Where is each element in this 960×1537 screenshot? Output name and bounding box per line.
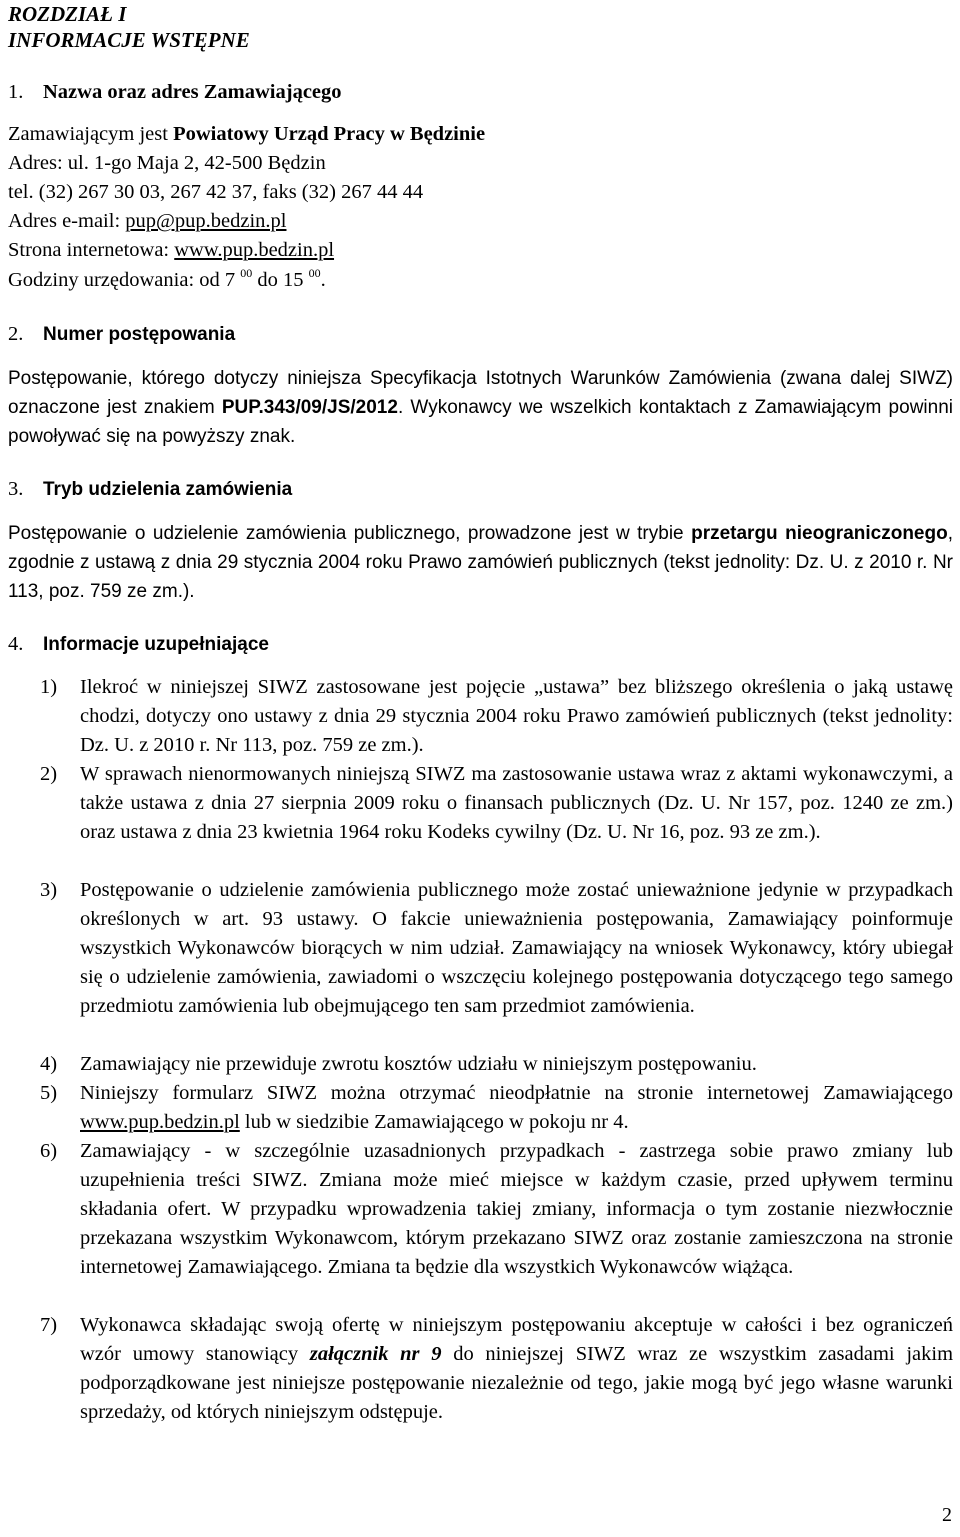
chapter-number: ROZDZIAŁ I (8, 2, 127, 26)
item-3-text: Postępowanie o udzielenie zamówienia publicznego może zostać unieważnione jedynie w przypadkach określonych w art. 93 ustawy. O fakcie unieważnienia postępowania, Zamawiający poinformuje wszystkich Wykonawców biorących w nim udział. Zamawiający na wniosek Wykonawcy, który ubiegał się o udzielenie zamówienia, zawiadomi o wszczęciu kolejnego postępowania dotyczącego tego samego przedmiotu zamówienia lub obejmującego ten sam przedmiot zamówienia. (80, 879, 953, 1017)
item-5-number: 5) (40, 1082, 58, 1104)
section-2-paragraph (8, 364, 953, 451)
item-5-website-link[interactable]: www.pup.bedzin.pl (80, 1111, 240, 1133)
section-4-number: 4. (8, 633, 24, 655)
hours-from-minutes: 00 (240, 266, 253, 280)
item-7-text (80, 1311, 953, 1427)
address-line: Adres: ul. 1-go Maja 2, 42-500 Będzin (8, 152, 326, 174)
item-2-number: 2) (40, 763, 58, 785)
website-line (8, 236, 334, 265)
section-3-heading (8, 475, 292, 504)
item-5-text-b: lub w siedzibie Zamawiającego w pokoju nr 4. (239, 1111, 629, 1133)
page-number: 2 (942, 1504, 952, 1526)
item-3-number: 3) (40, 879, 58, 901)
email-link[interactable]: pup@pup.bedzin.pl (125, 210, 287, 232)
item-2-text: W sprawach nienormowanych niniejszą SIWZ ma zastosowanie ustawa wraz z aktami wykonawczymi, a także ustawa z dnia 27 sierpnia 2009 roku o finansach publicznych (Dz. U. Nr 157, poz. 1240 ze zm.) oraz ustawa z dnia 23 kwietnia 1964 roku Kodeks cywilny (Dz. U. Nr 16, poz. 93 ze zm.). (80, 763, 953, 843)
section-2-title: Numer postępowania (43, 324, 236, 345)
email-line (8, 207, 286, 236)
attachment-reference: załącznik nr 9 (309, 1343, 442, 1365)
item-6-number: 6) (40, 1140, 58, 1162)
section-2-heading (8, 320, 235, 349)
hours-to: do 15 (252, 269, 309, 291)
chapter-title: INFORMACJE WSTĘPNE (8, 28, 250, 52)
section-2-text-b: . Wykonawcy we wszelkich kontaktach z Zamawiającym powinni powoływać się na powyższy znak. (8, 397, 953, 447)
item-5-text (80, 1079, 953, 1137)
section-2-number: 2. (8, 323, 24, 345)
item-6-text: Zamawiający - w szczególnie uzasadnionych przypadkach - zastrzega sobie prawo zmiany lub uzupełnienia treści SIWZ. Zmiana może mieć miejsce w każdym czasie, przed upływem terminu składania ofert. W przypadku wprowadzenia takiej zmiany, informacja o tym zostanie niezwłocznie przekazana wszystkim Wykonawcom, którym przekazano SIWZ oraz zostanie zamieszczona na stronie internetowej Zamawiającego. Zmiana ta będzie dla wszystkich Wykonawców wiążąca. (80, 1140, 953, 1278)
case-number: PUP.343/09/JS/2012 (221, 397, 398, 418)
procedure-type: przetargu nieograniczonego (691, 523, 948, 544)
item-1-text: Ilekroć w niniejszej SIWZ zastosowane jest pojęcie „ustawa” bez bliższego określenia o jaką ustawę chodzi, dotyczy ono ustawy z dnia 29 stycznia 2004 roku Prawo zamówień publicznych (tekst jednolity: Dz. U. z 2010 r. Nr 113, poz. 759 ze zm.). (80, 676, 953, 756)
section-1-heading (8, 78, 342, 107)
item-5-text-a: Niniejszy formularz SIWZ można otrzymać nieodpłatnie na stronie internetowej Zamawiającego (80, 1082, 953, 1104)
section-3-title: Tryb udzielenia zamówienia (43, 479, 293, 500)
website-label: Strona internetowa: (8, 239, 175, 261)
item-7-number: 7) (40, 1314, 58, 1336)
item-7-text-a: Wykonawca składając swoją ofertę w niniejszym postępowaniu akceptuje w całości i bez ograniczeń wzór umowy stanowiący (80, 1314, 953, 1365)
section-4-heading (8, 630, 269, 659)
section-1-title: Nazwa oraz adres Zamawiającego (43, 81, 342, 103)
phone-line: tel. (32) 267 30 03, 267 42 37, faks (32) 267 44 44 (8, 181, 424, 203)
email-label: Adres e-mail: (8, 210, 126, 232)
hours-from: Godziny urzędowania: od 7 (8, 269, 241, 291)
section-3-text-a: Postępowanie o udzielenie zamówienia publicznego, prowadzone jest w trybie (8, 523, 692, 544)
section-4-title: Informacje uzupełniające (43, 634, 269, 655)
item-4-number: 4) (40, 1053, 58, 1075)
orderer-prefix: Zamawiającym jest (8, 123, 174, 145)
office-hours-line (8, 266, 326, 295)
item-4-text: Zamawiający nie przewiduje zwrotu kosztów udziału w niniejszym postępowaniu. (80, 1053, 757, 1075)
section-3-number: 3. (8, 478, 24, 500)
website-link[interactable]: www.pup.bedzin.pl (174, 239, 335, 261)
hours-to-minutes: 00 (308, 266, 321, 280)
section-3-text-b: , zgodnie z ustawą z dnia 29 stycznia 2004 roku Prawo zamówień publicznych (tekst jednolity: Dz. U. z 2010 r. Nr 113, poz. 759 ze zm.). (8, 523, 953, 602)
section-3-paragraph (8, 519, 953, 606)
orderer-line (8, 120, 485, 149)
orderer-name: Powiatowy Urząd Pracy w Będzinie (173, 123, 486, 145)
hours-end: . (320, 269, 326, 291)
item-7-text-b: do niniejszej SIWZ wraz ze wszystkim zasadami jakim podporządkowane jest niniejsze postępowanie niezależnie od tego, jakie mogą być jego własne warunki sprzedaży, od których niniejszym odstępuje. (80, 1343, 954, 1423)
section-1-number: 1. (8, 81, 24, 103)
section-2-text-a: Postępowanie, którego dotyczy niniejsza Specyfikacja Istotnych Warunków Zamówienia (zwana dalej SIWZ) oznaczone jest znakiem (8, 368, 953, 418)
item-1-number: 1) (40, 676, 58, 698)
